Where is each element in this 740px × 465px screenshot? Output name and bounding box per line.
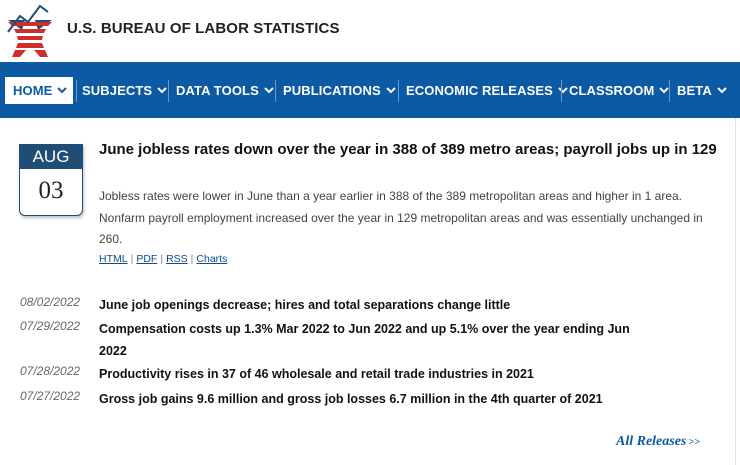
pdf-link[interactable]: PDF bbox=[136, 253, 158, 265]
featured-release-summary: Jobless rates were lower in June than a year earlier in 388 of the 389 metropolitan areas and higher in 1 area. Nonfarm payroll employment increased over the year in 129 metropolitan areas and was essentially unchanged in 260. bbox=[99, 189, 703, 246]
release-title[interactable]: Productivity rises in 37 of 46 wholesale and retail trade industries in 2021 bbox=[99, 367, 534, 381]
nav-beta-label: BETA bbox=[677, 83, 712, 98]
bls-logo-icon[interactable] bbox=[4, 2, 56, 58]
chevron-down-icon bbox=[659, 87, 669, 94]
chevron-down-icon bbox=[386, 87, 396, 94]
release-title[interactable]: June job openings decrease; hires and total separations change little bbox=[99, 298, 511, 312]
chevron-down-icon bbox=[57, 87, 67, 94]
chevron-down-icon bbox=[157, 87, 167, 94]
nav-divider bbox=[669, 80, 670, 102]
nav-home[interactable] bbox=[5, 77, 73, 104]
nav-publications-label: PUBLICATIONS bbox=[283, 83, 381, 98]
release-title[interactable]: Compensation costs up 1.3% Mar 2022 to Jun 2022 and up 5.1% over the year ending Jun 2022 bbox=[99, 322, 630, 358]
latest-releases-section bbox=[0, 118, 740, 465]
release-date: 07/27/2022 bbox=[20, 389, 81, 403]
all-releases-label: All Releases bbox=[616, 434, 687, 449]
rss-link[interactable]: RSS bbox=[166, 253, 188, 265]
double-chevron-right-icon: >> bbox=[688, 437, 700, 448]
nav-divider bbox=[76, 80, 77, 102]
chevron-down-icon bbox=[264, 87, 274, 94]
nav-divider bbox=[561, 80, 562, 102]
chevron-down-icon bbox=[717, 87, 727, 94]
column-divider bbox=[735, 118, 736, 465]
nav-beta[interactable] bbox=[677, 77, 727, 104]
nav-subjects[interactable] bbox=[82, 77, 167, 104]
nav-data-tools-label: DATA TOOLS bbox=[176, 83, 259, 98]
nav-divider bbox=[275, 80, 276, 102]
nav-divider bbox=[168, 80, 169, 102]
release-title[interactable]: Gross job gains 9.6 million and gross job losses 6.7 million in the 4th quarter of 2021 bbox=[99, 392, 603, 406]
release-date: 07/28/2022 bbox=[20, 364, 81, 378]
main-navigation bbox=[0, 62, 740, 118]
featured-release-title[interactable]: June jobless rates down over the year in 388 of 389 metro areas; payroll jobs up in 129 bbox=[99, 141, 717, 158]
featured-release-links: HTML | PDF | RSS | Charts bbox=[99, 253, 228, 265]
site-header bbox=[0, 0, 740, 62]
date-badge bbox=[19, 144, 83, 216]
nav-publications[interactable] bbox=[283, 77, 396, 104]
chevron-down-icon bbox=[558, 87, 568, 94]
all-releases-link[interactable] bbox=[616, 434, 700, 450]
nav-divider bbox=[398, 80, 399, 102]
site-title[interactable]: U.S. BUREAU OF LABOR STATISTICS bbox=[67, 20, 340, 37]
date-badge-month: AUG bbox=[20, 145, 82, 169]
date-badge-day: 03 bbox=[38, 177, 64, 204]
nav-subjects-label: SUBJECTS bbox=[82, 83, 153, 98]
nav-classroom[interactable] bbox=[569, 77, 669, 104]
charts-link[interactable]: Charts bbox=[196, 253, 228, 265]
nav-home-label: HOME bbox=[13, 83, 53, 98]
nav-economic-releases[interactable] bbox=[406, 77, 568, 104]
nav-classroom-label: CLASSROOM bbox=[569, 83, 655, 98]
release-date: 07/29/2022 bbox=[20, 319, 81, 333]
html-link[interactable]: HTML bbox=[99, 253, 128, 265]
nav-data-tools[interactable] bbox=[176, 77, 274, 104]
release-date: 08/02/2022 bbox=[20, 295, 81, 309]
nav-economic-releases-label: ECONOMIC RELEASES bbox=[406, 83, 553, 98]
